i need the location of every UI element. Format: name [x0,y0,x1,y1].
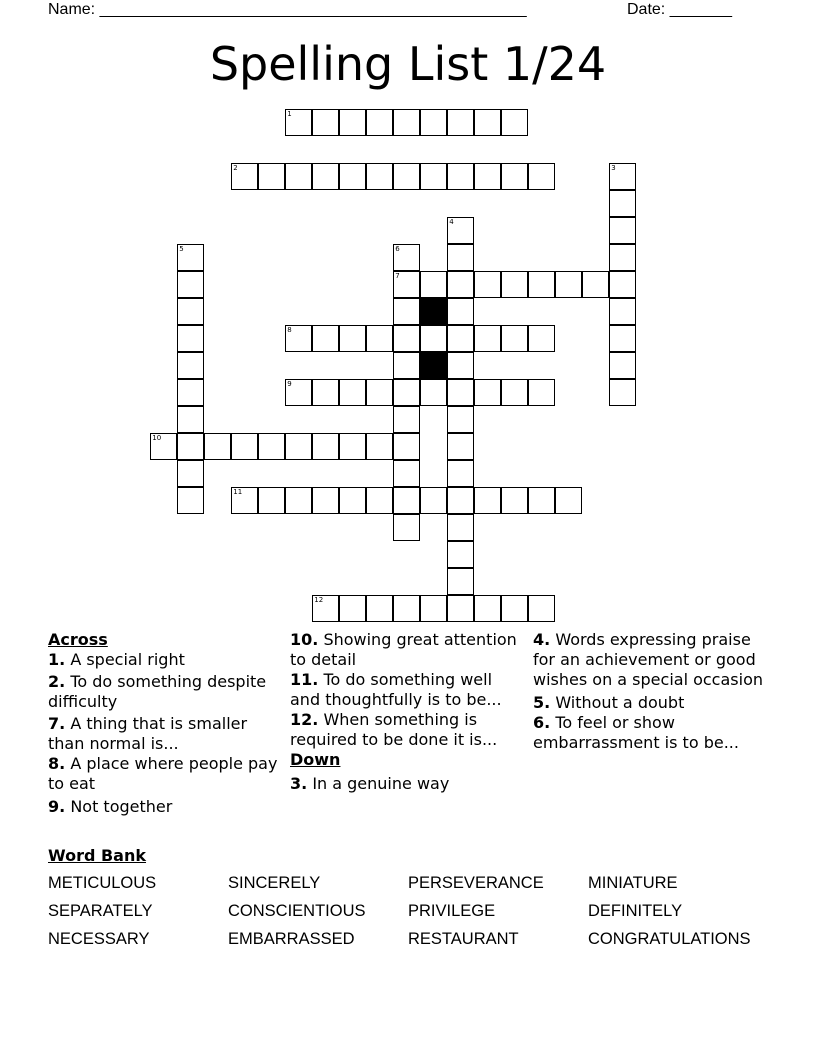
grid-cell[interactable] [312,433,339,460]
grid-cell[interactable] [312,163,339,190]
grid-cell[interactable] [393,460,420,487]
word-bank-item: CONSCIENTIOUS [228,902,366,920]
clue-down-3: 3. In a genuine way [290,774,450,793]
grid-cell[interactable] [447,244,474,271]
clue-number: 5 [179,245,184,254]
across-heading: Across [48,630,108,649]
grid-cell[interactable] [609,352,636,379]
grid-cell[interactable] [447,217,474,244]
clue-across-1: 1. A special right [48,650,185,669]
clue-number: 4 [449,218,454,227]
grid-cell[interactable] [474,325,501,352]
grid-cell[interactable] [447,595,474,622]
grid-cell[interactable] [339,163,366,190]
grid-cell[interactable] [312,487,339,514]
grid-cell[interactable] [447,271,474,298]
grid-cell[interactable] [501,379,528,406]
grid-cell[interactable] [474,109,501,136]
grid-cell[interactable] [609,190,636,217]
down-heading: Down [290,750,341,769]
grid-cell[interactable] [312,325,339,352]
black-cell [420,352,447,379]
clue-number: 7 [395,272,400,281]
grid-cell[interactable] [609,217,636,244]
grid-cell[interactable] [177,352,204,379]
grid-cell[interactable] [177,487,204,514]
grid-cell[interactable] [447,325,474,352]
grid-cell[interactable] [177,325,204,352]
grid-cell[interactable] [339,595,366,622]
grid-cell[interactable] [609,325,636,352]
grid-cell[interactable] [393,163,420,190]
grid-cell[interactable] [501,163,528,190]
grid-cell[interactable] [366,487,393,514]
word-bank-item: PRIVILEGE [408,902,496,920]
clue-across-12: 12. When something is required to be done it is... [290,710,498,749]
grid-cell[interactable] [339,379,366,406]
grid-cell[interactable] [474,379,501,406]
word-bank-item: RESTAURANT [408,930,519,948]
clue-down-6: 6. To feel or show embarrassment is to be... [533,713,739,752]
clue-number: 11 [233,488,243,497]
grid-cell[interactable] [501,595,528,622]
name-field[interactable]: Name: ________________________________________________ [48,1,527,18]
clue-number: 8 [287,326,292,335]
clue-number: 1 [287,110,292,119]
grid-cell[interactable] [177,271,204,298]
grid-cell[interactable] [609,379,636,406]
page-title: Spelling List 1/24 [209,37,607,91]
grid-cell[interactable] [447,568,474,595]
grid-cell[interactable] [339,109,366,136]
grid-cell[interactable] [339,325,366,352]
word-bank-item: CONGRATULATIONS [588,930,751,948]
grid-cell[interactable] [528,163,555,190]
grid-cell[interactable] [393,433,420,460]
grid-cell[interactable] [285,487,312,514]
clue-number: 2 [233,164,238,173]
grid-cell[interactable] [312,109,339,136]
grid-cell[interactable] [447,514,474,541]
grid-cell[interactable] [285,109,312,136]
grid-cell[interactable] [285,163,312,190]
grid-cell[interactable] [501,109,528,136]
grid-cell[interactable] [447,298,474,325]
grid-cell[interactable] [393,379,420,406]
grid-cell[interactable] [312,595,339,622]
grid-cell[interactable] [420,163,447,190]
word-bank-item: SINCERELY [228,874,321,892]
grid-cell[interactable] [393,271,420,298]
grid-cell[interactable] [528,271,555,298]
clue-number: 6 [395,245,400,254]
grid-cell[interactable] [447,109,474,136]
grid-cell[interactable] [528,379,555,406]
black-cell [420,298,447,325]
grid-cell[interactable] [177,433,204,460]
word-bank-item: MINIATURE [588,874,678,892]
grid-cell[interactable] [447,163,474,190]
clue-across-8: 8. A place where people pay to eat [48,754,278,793]
grid-cell[interactable] [285,325,312,352]
grid-cell[interactable] [177,379,204,406]
grid-cell[interactable] [393,109,420,136]
grid-cell[interactable] [555,271,582,298]
clue-across-7: 7. A thing that is smaller than normal is... [48,714,248,753]
word-bank-item: SEPARATELY [48,902,153,920]
grid-cell[interactable] [366,433,393,460]
grid-cell[interactable] [447,433,474,460]
clue-number: 10 [152,434,162,443]
grid-cell[interactable] [609,163,636,190]
grid-cell[interactable] [177,460,204,487]
grid-cell[interactable] [366,325,393,352]
grid-cell[interactable] [393,406,420,433]
word-bank-item: DEFINITELY [588,902,683,920]
grid-cell[interactable] [420,325,447,352]
grid-cell[interactable] [447,487,474,514]
grid-cell[interactable] [528,325,555,352]
grid-cell[interactable] [177,406,204,433]
grid-cell[interactable] [420,109,447,136]
grid-cell[interactable] [528,487,555,514]
grid-cell[interactable] [609,244,636,271]
grid-cell[interactable] [339,433,366,460]
clue-across-9: 9. Not together [48,797,173,816]
grid-cell[interactable] [393,298,420,325]
grid-cell[interactable] [258,487,285,514]
grid-cell[interactable] [231,487,258,514]
clues-column-2 [290,630,522,794]
word-bank-item: PERSEVERANCE [408,874,544,892]
grid-cell[interactable] [177,298,204,325]
grid-cell[interactable] [231,433,258,460]
clue-number: 9 [287,380,292,389]
grid-cell[interactable] [204,433,231,460]
grid-cell[interactable] [285,433,312,460]
clue-down-4: 4. Words expressing praise for an achievement or good wishes on a special occasion [533,630,763,689]
grid-cell[interactable] [393,595,420,622]
grid-cell[interactable] [447,352,474,379]
grid-cell[interactable] [366,109,393,136]
grid-cell[interactable] [582,271,609,298]
grid-cell[interactable] [609,271,636,298]
grid-cell[interactable] [501,325,528,352]
grid-cell[interactable] [447,460,474,487]
grid-cell[interactable] [231,163,258,190]
grid-cell[interactable] [258,163,285,190]
clues-column-3 [533,630,773,753]
grid-cell[interactable] [420,595,447,622]
grid-cell[interactable] [474,271,501,298]
grid-cell[interactable] [447,406,474,433]
word-bank-item: EMBARRASSED [228,930,355,948]
grid-cell[interactable] [420,379,447,406]
clue-across-2: 2. To do something despite difficulty [48,672,267,711]
grid-cell[interactable] [312,379,339,406]
grid-cell[interactable] [150,433,177,460]
grid-cell[interactable] [366,379,393,406]
grid-cell[interactable] [393,487,420,514]
clues-column-1 [48,630,278,817]
clue-across-10: 10. Showing great attention to detail [290,630,517,669]
grid-cell[interactable] [366,595,393,622]
grid-cell[interactable] [177,244,204,271]
date-field[interactable]: Date: _______ [627,1,732,18]
grid-cell[interactable] [285,379,312,406]
clue-across-11: 11. To do something well and thoughtfully is to be... [290,670,502,709]
grid-cell[interactable] [447,379,474,406]
grid-cell[interactable] [393,352,420,379]
grid-cell[interactable] [501,271,528,298]
grid-cell[interactable] [447,541,474,568]
word-bank-item: NECESSARY [48,930,150,948]
word-bank-item: METICULOUS [48,874,157,892]
clue-number: 3 [611,164,616,173]
grid-cell[interactable] [609,298,636,325]
grid-cell[interactable] [258,433,285,460]
grid-cell[interactable] [474,595,501,622]
grid-cell[interactable] [420,487,447,514]
clue-down-5: 5. Without a doubt [533,693,685,712]
grid-cell[interactable] [339,487,366,514]
grid-cell[interactable] [474,487,501,514]
word-bank-title: Word Bank [48,846,147,865]
grid-cell[interactable] [393,514,420,541]
clue-number: 12 [314,596,324,605]
grid-cell[interactable] [366,163,393,190]
grid-cell[interactable] [555,487,582,514]
grid-cell[interactable] [501,487,528,514]
grid-cell[interactable] [393,244,420,271]
grid-cell[interactable] [393,325,420,352]
grid-cell[interactable] [528,595,555,622]
grid-cell[interactable] [474,163,501,190]
grid-cell[interactable] [420,271,447,298]
